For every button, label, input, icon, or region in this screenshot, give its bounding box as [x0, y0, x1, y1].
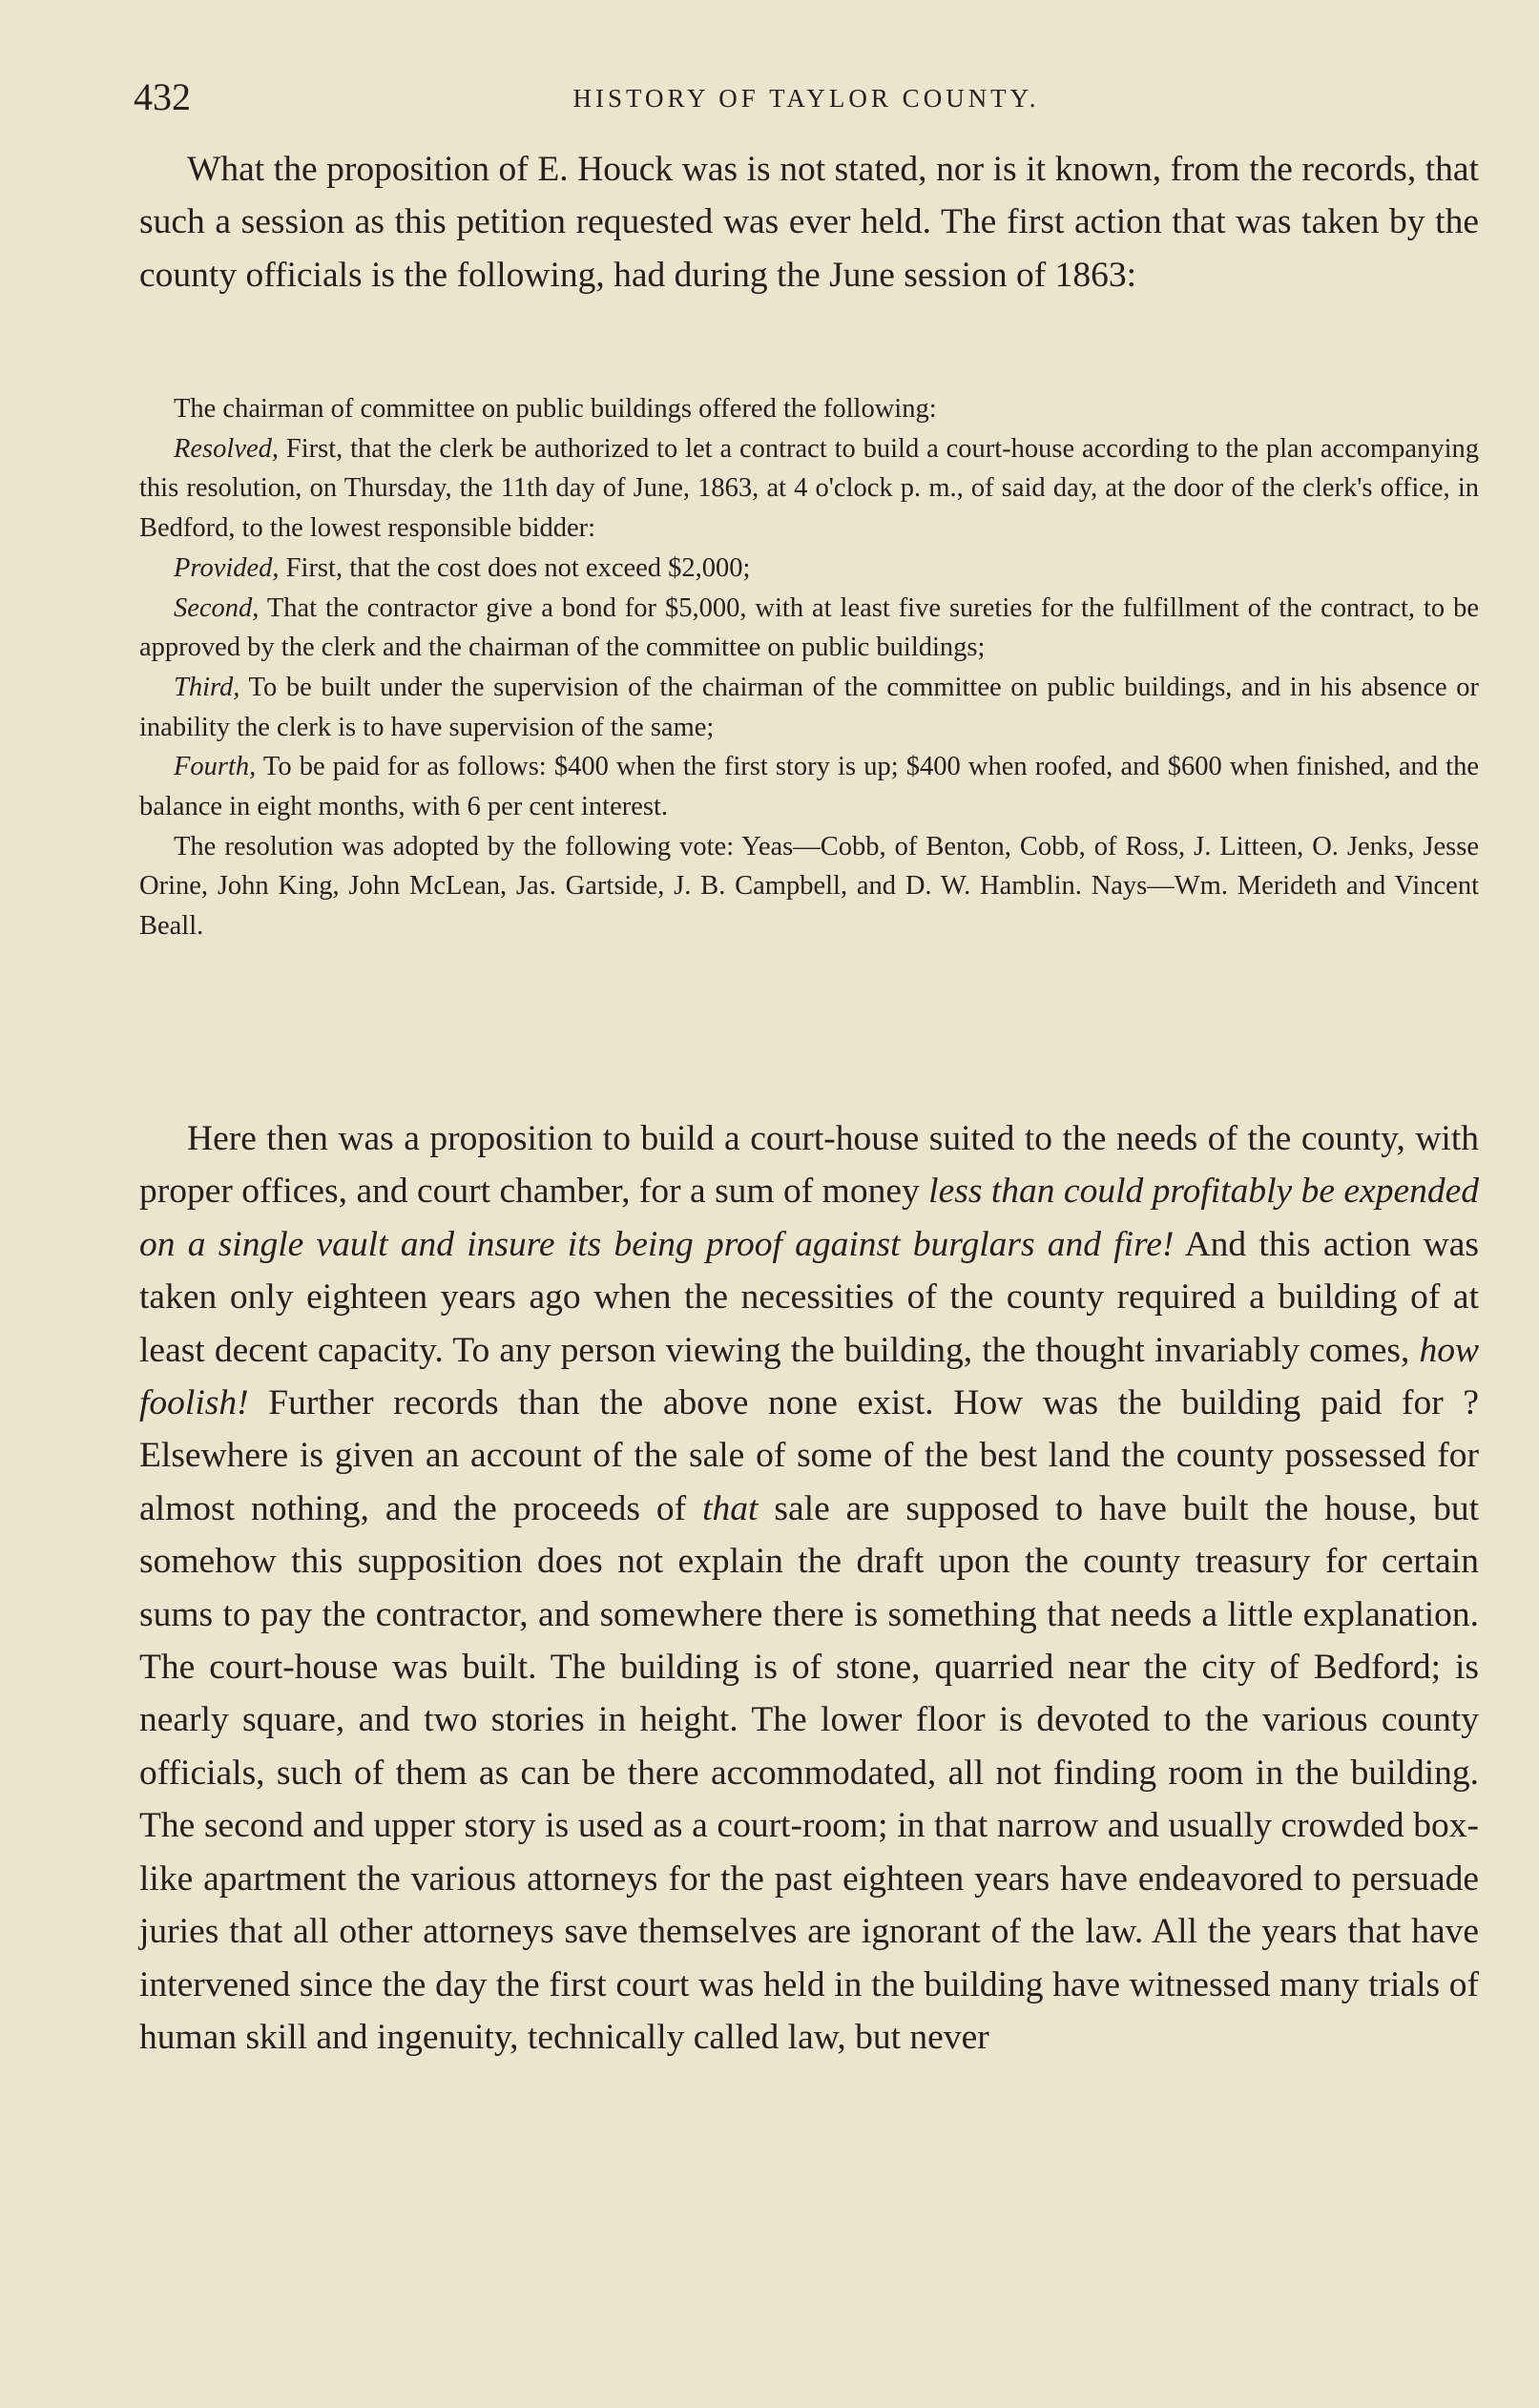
third-text: To be built under the supervision of the chairman of the committee on public buildings, and in his absence or inability the clerk is to have supervision of the same; — [139, 672, 1479, 742]
page-header — [134, 74, 1479, 132]
resolution-opening: The chairman of committee on public buildings offered the following: — [174, 394, 937, 424]
discussion-italic-2: how foolish! — [139, 1330, 1479, 1423]
third-clause — [139, 668, 1479, 747]
discussion-italic-1: less than could profitably be expended on a single vault and insure its being proof against burglars and fire! — [139, 1172, 1479, 1264]
page-number: 432 — [134, 75, 191, 118]
intro-text: What the proposition of E. Houck was is not stated, nor is it known, from the records, that such a session as this petition requested was ever held. The first action that was taken by the county officials is the following, had during the June session of 1863: — [139, 150, 1479, 295]
fourth-clause — [139, 747, 1479, 826]
provided-text: First, that the cost does not exceed $2,000; — [279, 552, 751, 583]
resolved-label: Resolved, — [174, 433, 279, 464]
fourth-text: To be paid for as follows: $400 when the first story is up; $400 when roofed, and $600 when finished, and the balance in eight months, with 6 per cent interest. — [139, 752, 1479, 822]
vote-record: The resolution was adopted by the following vote: Yeas—Cobb, of Benton, Cobb, of Ross, J. Litteen, O. Jenks, Jesse Orine, John King, John McLean, Jas. Gartside, J. B. Campbell, and D. W. Hamblin. Nays—Wm. Merideth and Vincent Beall. — [139, 831, 1479, 942]
third-label: Third, — [174, 672, 240, 702]
provided-label: Provided, — [174, 552, 280, 583]
second-text: That the contractor give a bond for $5,000, with at least five sureties for the fulfillment of the contract, to be approved by the clerk and the chairman of the committee on public buildings; — [139, 592, 1479, 663]
discussion-text-3: Further records than the above none exist. How was the building paid for ? Elsewhere is given an account of the sale of some of the best land the county possessed for almost nothing, and the proceeds of — [139, 1383, 1479, 1528]
running-title: HISTORY OF TAYLOR COUNTY. — [572, 84, 1040, 113]
discussion-paragraph — [139, 1112, 1479, 2064]
discussion-italic-3: that — [702, 1488, 759, 1528]
second-clause — [139, 589, 1479, 668]
resolved-clause — [139, 429, 1479, 549]
fourth-label: Fourth, — [174, 752, 257, 782]
second-label: Second, — [174, 592, 260, 623]
resolution-block — [139, 389, 1479, 946]
discussion-text-4: sale are supposed to have built the house, but somehow this supposition does not explain the draft upon the county treasury for certain sums to pay the contractor, and somewhere there is something that needs a little explanation. The court-house was built. The building is of stone, quarried near the city of Bedford; is nearly square, and two stories in height. The lower floor is devoted to the various county officials, such of them as can be there accommodated, all not finding room in the building. The second and upper story is used as a court-room; in that narrow and usually crowded box-like apartment the various attorneys for the past eighteen years have endeavored to persuade juries that all other attorneys save themselves are ignorant of the law. All the years that have intervened since the day the first court was held in the building have witnessed many trials of human skill and ingenuity, technically called law, but never — [139, 1488, 1479, 2057]
discussion-text-1: Here then was a proposition to build a court-house suited to the needs of the county, with proper offices, and court chamber, for a sum of money — [139, 1119, 1479, 1212]
provided-clause — [139, 549, 1479, 589]
discussion-text-2: And this action was taken only eighteen years ago when the necessities of the county required a building of at least decent capacity. To any person viewing the building, the thought invariably comes, — [139, 1224, 1479, 1370]
resolved-text: First, that the clerk be authorized to let a contract to build a court-house according to the plan accompanying this resolution, on Thursday, the 11th day of June, 1863, at 4 o'clock p. m., of said day, at the door of the clerk's office, in Bedford, to the lowest responsible bidder: — [139, 433, 1479, 544]
intro-paragraph — [139, 143, 1479, 301]
